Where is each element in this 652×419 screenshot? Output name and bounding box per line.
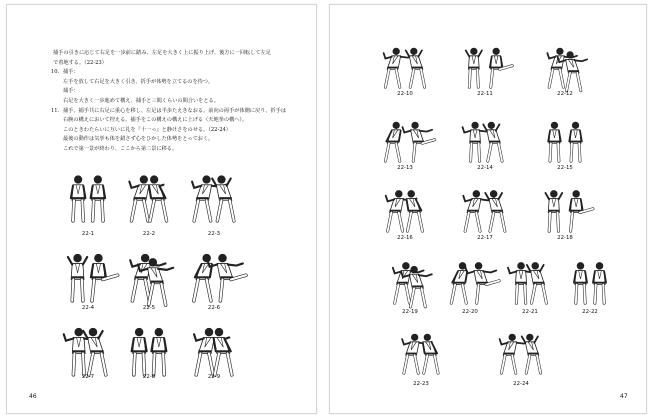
illustration-22-12 [534, 39, 596, 91]
illustration-22-6 [185, 243, 243, 305]
figure-caption: 22-8 [142, 374, 156, 380]
illustration-22-15 [534, 113, 596, 165]
illustration-22-19 [382, 253, 438, 307]
figure-caption: 22-16 [397, 235, 413, 241]
figure-caption: 22-20 [462, 309, 478, 315]
text-line [53, 59, 303, 69]
illustration-22-9 [185, 317, 243, 379]
text-line [53, 97, 303, 107]
text-content: で着地する。（22-23） [53, 59, 107, 66]
illustration-22-14 [454, 113, 516, 165]
illustration-22-10 [374, 39, 436, 91]
illustration-22-22 [562, 253, 618, 307]
right-page [329, 4, 647, 414]
text-line [53, 68, 303, 78]
step-number: 10. [51, 69, 60, 76]
figure-caption: 22-23 [413, 381, 429, 387]
figure-caption: 22-17 [477, 235, 493, 241]
body-text [53, 49, 303, 155]
step-number: 11. [51, 107, 60, 114]
text-content: このときわたらいに互いに礼を『十一っ』と静けさをのせる。（22-24） [63, 126, 231, 133]
illustration-22-20 [442, 253, 498, 307]
illustration-22-8 [120, 317, 178, 379]
text-content: 捕手： [63, 69, 79, 76]
illustration-22-2 [120, 165, 178, 225]
illustration-22-7 [59, 317, 117, 379]
text-line [53, 126, 303, 136]
page-number-right: 47 [620, 393, 628, 400]
text-line [53, 78, 303, 88]
illustration-22-21 [502, 253, 558, 307]
figure-caption: 22-18 [557, 235, 573, 241]
text-line [53, 87, 303, 97]
figure-caption: 22-12 [557, 91, 573, 97]
text-line [53, 145, 303, 155]
text-line [53, 49, 303, 59]
text-line [53, 116, 303, 126]
figure-caption: 22-11 [477, 91, 493, 97]
text-content: 捕手の引きに応じて右足を一歩前に踏み、左足を大きく上に振り上げ、後方に一回転して左足 [53, 50, 271, 56]
illustration-22-18 [534, 181, 596, 235]
figure-caption: 22-14 [477, 165, 493, 171]
illustration-22-3 [185, 165, 243, 225]
figure-caption: 22-3 [207, 231, 221, 237]
text-content: これで第一景が終わり、ここから第二景に移る。 [63, 145, 178, 152]
text-content: 右腕の構えにおいて控える。捕手をこの構えの構えに上げる（天地拳の構へ）。 [63, 117, 248, 124]
illustration-22-16 [374, 181, 436, 235]
figure-caption: 22-2 [142, 231, 156, 237]
figure-caption: 22-13 [397, 165, 413, 171]
figure-caption: 22-9 [207, 374, 221, 380]
figure-caption: 22-22 [582, 309, 598, 315]
illustration-22-4 [59, 243, 117, 305]
illustration-22-23 [390, 325, 452, 377]
figure-caption: 22-10 [397, 91, 413, 97]
left-page [6, 4, 317, 414]
figure-caption: 22-7 [81, 374, 95, 380]
illustration-22-5 [120, 243, 178, 305]
text-content: 左手を放して右足を大きく引き、折手が体勢を立てるのを待つ。 [63, 78, 214, 85]
figure-caption: 22-1 [81, 231, 95, 237]
figure-caption: 22-21 [522, 309, 538, 315]
figure-caption: 22-5 [142, 305, 156, 311]
illustration-22-13 [374, 113, 436, 165]
illustration-22-24 [490, 325, 552, 377]
figure-caption: 22-4 [81, 305, 95, 311]
text-line [53, 135, 303, 145]
figure-caption: 22-15 [557, 165, 573, 171]
figure-caption: 22-6 [207, 305, 221, 311]
illustration-22-11 [454, 39, 516, 91]
text-content: 捕手、捕手共に右足に重心を移し、左足は半歩たえきなおる。前向の両手が体側に戻り、折手は [63, 107, 287, 114]
figure-caption: 22-19 [402, 309, 418, 315]
illustration-22-1 [59, 165, 117, 225]
illustration-22-17 [454, 181, 516, 235]
text-content: 最後の動作は気挙も体を錯さず心をひかした体勢をとっておく。 [63, 136, 214, 143]
text-line [53, 107, 303, 117]
text-content: 右足を大きく一歩進めて構え、捕手と三間くらいの間合いをとる。 [63, 97, 219, 104]
figure-caption: 22-24 [513, 381, 529, 387]
page-number-left: 46 [29, 393, 37, 400]
text-content: 捕手： [63, 88, 79, 95]
